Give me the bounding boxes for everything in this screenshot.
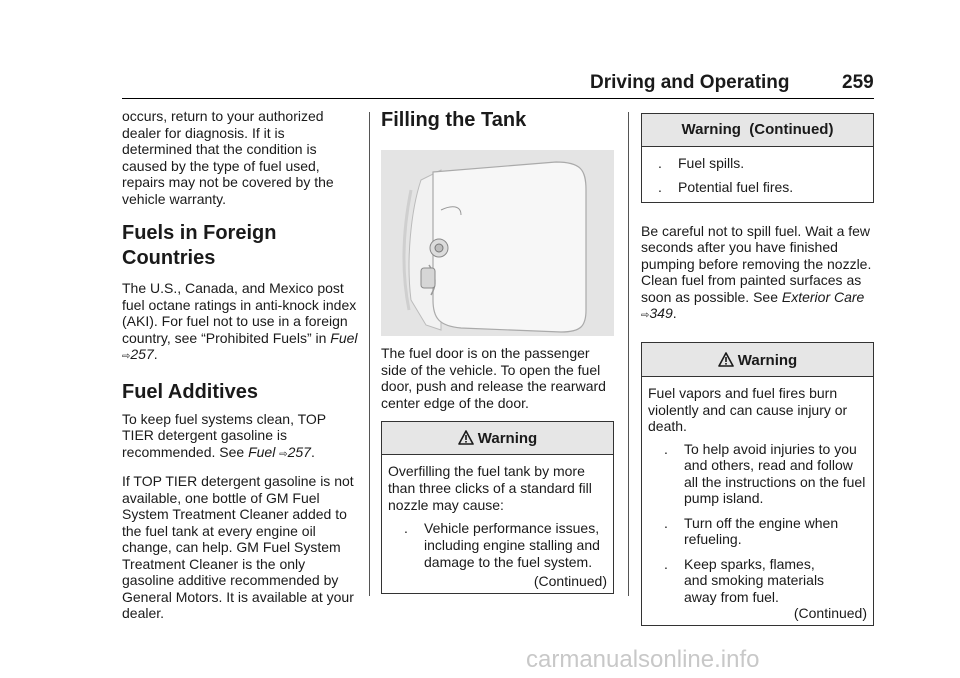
warning-bullet — [648, 441, 867, 507]
heading-fuels-foreign — [122, 223, 358, 272]
heading-fuels-foreign-line1: Fuels in Foreign — [122, 222, 277, 244]
warning-title: Warning — [737, 351, 798, 369]
additives-page-ref[interactable]: 257 — [287, 443, 311, 460]
column-1 — [122, 108, 358, 622]
foreign-text: The U.S., Canada, and Mexico post fuel octane ratings in anti-knock index (AKI). For fuel not to use in a foreign country, see “Prohibited Fuels” in — [122, 280, 357, 346]
warning-body — [642, 377, 873, 625]
additives-paragraph: To keep fuel systems clean, TOP TIER detergent gasoline is recommended. See Fuel ⇨257. — [122, 410, 326, 460]
warning-intro: Overfilling the fuel tank by more than three clicks of a standard fill nozzle may cause: — [388, 462, 592, 513]
bullet-marker: . — [404, 519, 408, 536]
warning-continued-header: Warning (Continued) — [642, 114, 873, 147]
warning-triangle-icon — [718, 352, 734, 367]
additives-text: To keep fuel systems clean, TOP TIER detergent gasoline is recommended. See — [122, 410, 326, 460]
warning-bullet — [648, 556, 867, 606]
warning-bullet-text: Vehicle performance issues, including engine stalling and damage to the fuel system. — [424, 519, 600, 570]
column-2 — [381, 110, 614, 131]
ref-arrow-icon: ⇨ — [279, 448, 288, 460]
page-number: 259 — [842, 72, 874, 93]
foreign-paragraph: The U.S., Canada, and Mexico post fuel octane ratings in anti-knock index (AKI). For fuel not to use in a foreign country, see “Prohibited Fuels” in Fuel ⇨257. — [122, 280, 358, 362]
warning-continued-box — [641, 113, 874, 203]
bullet-marker: . — [664, 440, 668, 457]
header-rule — [122, 98, 874, 99]
column-3 — [641, 113, 874, 626]
warning-bullet-text: Keep sparks, flames, and smoking materials away from fuel. — [684, 555, 825, 605]
column-divider-left — [369, 112, 370, 596]
bullet-marker: . — [664, 555, 668, 572]
treatment-cleaner-paragraph: If TOP TIER detergent gasoline is not available, one bottle of GM Fuel System Treatment Cleaner added to the fuel tank at every engine oil change, can help. GM Fuel System Treatment Cleaner is the only gasoline additive recommended by General Motors. It is available at your dealer. — [122, 473, 354, 621]
warranty-paragraph: occurs, return to your authorized dealer for diagnosis. If it is determined that the condition is caused by the type of fuel used, repairs may not be covered by the vehicle warranty. — [122, 108, 334, 207]
exterior-care-link[interactable]: Exterior Care — [781, 288, 865, 305]
fuel-vapors-warning-box — [641, 342, 874, 626]
warning-bullet-text: Potential fuel fires. — [678, 178, 794, 195]
additives-link[interactable]: Fuel — [248, 443, 276, 460]
heading-fuels-foreign-line2: Countries — [122, 247, 216, 269]
bullet-marker: . — [664, 514, 668, 531]
watermark: carmanualsonline.info — [526, 646, 760, 673]
fuel-door-paragraph: The fuel door is on the passenger side of the vehicle. To open the fuel door, push and release the rearward center edge of the door. — [381, 345, 606, 411]
warning-body — [382, 455, 613, 593]
warning-bullet-text: Fuel spills. — [678, 154, 745, 171]
section-title: Driving and Operating — [590, 72, 790, 93]
bullet-marker: . — [658, 178, 662, 195]
careful-text: Be careful not to spill fuel. Wait a few seconds after you have finished pumping before removing the nozzle. Clean fuel from painted surfaces as soon as possible. See — [641, 222, 872, 305]
continued-label: (Continued) — [533, 572, 607, 589]
warning-bullet — [658, 155, 867, 172]
heading-filling-tank: Filling the Tank — [381, 109, 527, 131]
bullet-marker: . — [658, 154, 662, 171]
warning-title: Warning — [477, 430, 538, 447]
warning-bullet — [658, 179, 867, 196]
careful-paragraph: Be careful not to spill fuel. Wait a few seconds after you have finished pumping before removing the nozzle. Clean fuel from painted surfaces as soon as possible. See Exterior Care ⇨349. — [641, 222, 872, 321]
warning-triangle-icon — [458, 430, 474, 445]
continued-label: (Continued) — [793, 605, 867, 621]
warning-header — [642, 343, 873, 378]
warning-intro: Fuel vapors and fuel fires burn violently and can cause injury or death. — [648, 385, 848, 434]
ref-arrow-icon: ⇨ — [641, 310, 650, 321]
column-divider-right — [628, 112, 629, 596]
ref-arrow-icon: ⇨ — [122, 351, 131, 362]
foreign-link[interactable]: Fuel — [330, 329, 358, 346]
overfill-warning-box — [381, 421, 614, 594]
warning-continued-body — [642, 147, 873, 202]
warning-bullet — [648, 515, 867, 548]
warning-header — [382, 422, 613, 455]
heading-fuel-additives: Fuel Additives — [122, 380, 258, 403]
foreign-page-ref[interactable]: 257 — [130, 346, 154, 362]
fuel-door-illustration — [381, 150, 614, 336]
warning-bullet — [388, 520, 607, 571]
warning-bullet-text: Turn off the engine when refueling. — [684, 514, 839, 547]
column-2-lower — [381, 345, 614, 594]
exterior-care-page-ref[interactable]: 349 — [649, 305, 673, 321]
warning-bullet-text: To help avoid injuries to you and others, read and follow all the instructions on the fuel pump island. — [684, 440, 866, 506]
